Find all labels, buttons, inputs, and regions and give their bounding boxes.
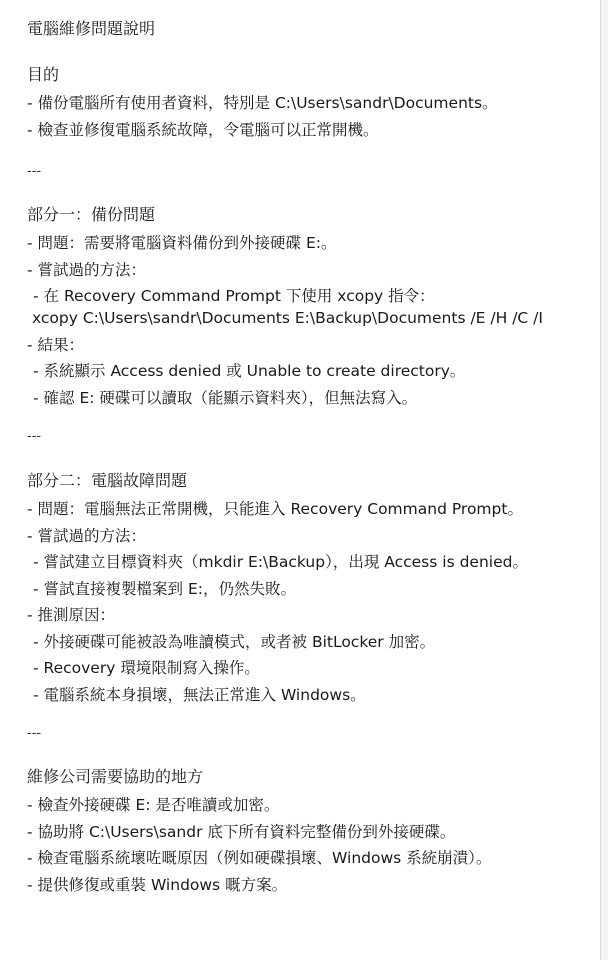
purpose-item: - 檢查並修復電腦系統故障，令電腦可以正常開機。: [27, 120, 379, 139]
part2-cause-item: - 電腦系統本身損壞，無法正常進入 Windows。: [33, 685, 366, 704]
part1-tried-label: - 嘗試過的方法：: [27, 260, 147, 279]
purpose-section: [27, 64, 498, 143]
part1-problem: - 問題：需要將電腦資料備份到外接硬碟 E:。: [27, 234, 337, 252]
document-title: 電腦維修問題說明: [27, 19, 156, 38]
separator: ---: [27, 726, 42, 741]
part1-result-item: - 確認 E: 硬碟可以讀取（能顯示資料夾），但無法寫入。: [33, 388, 418, 407]
purpose-item: - 備份電腦所有使用者資料，特別是 C:\Users\sandr\Documents。: [27, 94, 498, 112]
help-item: - 提供修復或重裝 Windows 嘅方案。: [27, 875, 288, 894]
help-item: - 檢查電腦系統壞咗嘅原因（例如硬碟損壞、Windows 系統崩潰）。: [27, 849, 492, 867]
part2-cause-label: - 推測原因：: [27, 606, 116, 624]
separator: ---: [27, 429, 42, 444]
part1-result-item: - 系統顯示 Access denied 或 Unable to create directory。: [33, 362, 466, 380]
part1-tried-command: xcopy C:\Users\sandr\Documents E:\Backup\Documents /E /H /C /I: [32, 308, 543, 327]
part1-result-label: - 結果：: [27, 335, 85, 354]
part1-tried-item: - 在 Recovery Command Prompt 下使用 xcopy 指令：: [33, 287, 435, 305]
separator: ---: [27, 164, 42, 179]
part2-tried-item: - 嘗試直接複製檔案到 E:，仍然失敗。: [33, 579, 296, 598]
part2-cause-item: - 外接硬碟可能被設為唯讀模式，或者被 BitLocker 加密。: [33, 632, 436, 651]
part2-tried-label: - 嘗試過的方法：: [27, 526, 147, 545]
part2-section: [27, 470, 528, 708]
part2-cause-item: - Recovery 環境限制寫入操作。: [33, 659, 260, 677]
part1-section: [27, 204, 543, 411]
part2-problem: - 問題：電腦無法正常開機，只能進入 Recovery Command Prompt。: [27, 500, 523, 518]
part1-heading: 部分一：備份問題: [27, 205, 156, 224]
help-item: - 協助將 C:\Users\sandr 底下所有資料完整備份到外接硬碟。: [27, 822, 456, 841]
part2-heading: 部分二：電腦故障問題: [27, 471, 188, 490]
help-item: - 檢查外接硬碟 E: 是否唯讀或加密。: [27, 796, 280, 814]
part2-tried-item: - 嘗試建立目標資料夾（mkdir E:\Backup），出現 Access is denied。: [33, 553, 528, 571]
help-section: [27, 766, 491, 898]
help-heading: 維修公司需要協助的地方: [27, 767, 204, 786]
purpose-heading: 目的: [27, 65, 60, 84]
